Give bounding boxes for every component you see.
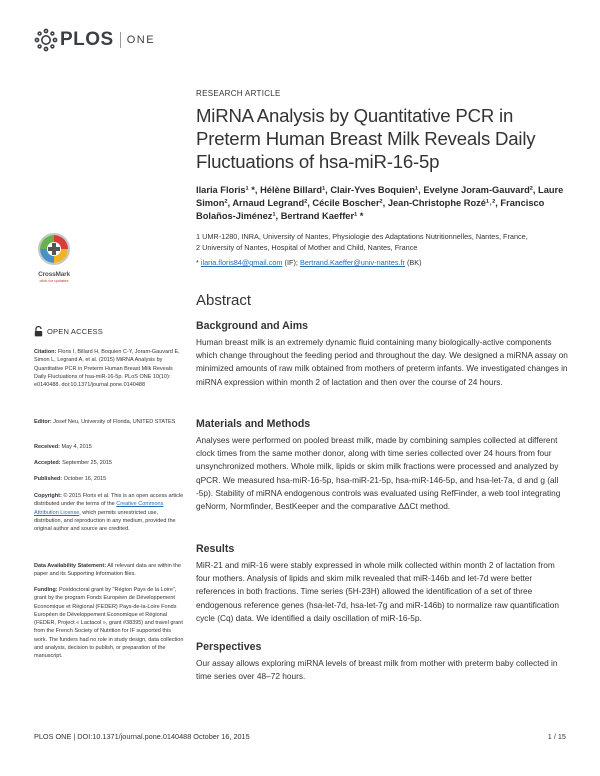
crossmark-label: CrossMark: [38, 271, 70, 278]
affiliation-item: 2 University of Nantes, Hospital of Mother and Child, Nantes, France: [196, 243, 418, 252]
copyright-text: © 2015 Floris et al. This is an open access article distributed under the terms of the: [34, 493, 184, 508]
corr-suffix: (BK): [404, 258, 422, 267]
published-text: October 16, 2015: [62, 476, 107, 482]
funding-block: [34, 586, 184, 661]
received-text: May 4, 2015: [60, 444, 92, 450]
accepted-label: Accepted:: [34, 460, 61, 466]
editor-block: [34, 418, 184, 426]
footer-citation: PLOS ONE | DOI:10.1371/journal.pone.0140488 October 16, 2015: [34, 732, 250, 741]
citation-block: [34, 348, 184, 389]
open-access-badge: [34, 326, 103, 337]
footer-page-number: 1 / 15: [547, 732, 566, 741]
section-text-results: MiR-21 and miR-16 were stably expressed in whole milk collected within month 2 of lactation from four mothers. Analysis of lipids and skim milk revealed that miR-146b and let-7d were better references in both fractions. Time series (5H-23H) allowed the identification of a set of three endogenous reference genes (hsa-let-7d, hsa-let-7g and miR-146b) to normalize raw quantification cycle (Cq) data. We identified a daily oscillation of miR-16-5p.: [196, 560, 559, 623]
plos-sun-icon: [34, 28, 58, 52]
section-text-background: Human breast milk is an extremely dynamic fluid containing many biologically-active components which change throughout the feeding period and throughout the day. We designed a miRNA assay on minimized amounts of raw milk obtained from mothers of preterm infants. We investigated changes in miRNA expression within month 2 of lactation and then over the course of 24 hours.: [196, 337, 568, 387]
accepted-text: September 25, 2015: [60, 460, 112, 466]
open-access-label: OPEN ACCESS: [47, 327, 103, 336]
crossmark-icon: [37, 232, 71, 266]
crossmark-sublabel: click for updates: [39, 278, 69, 283]
copyright-text-end: , which permits unrestricted use, distribution, and reproduction in any medium, provided the original author and source are credited.: [34, 509, 176, 533]
funding-label: Funding:: [34, 587, 58, 593]
corr-email-link[interactable]: Bertrand.Kaeffer@univ-nantes.fr: [299, 258, 405, 267]
data-availability-label: Data Availability Statement:: [34, 563, 107, 569]
logo-one-text: ONE: [126, 34, 156, 46]
section-text-perspectives: Our assay allows exploring miRNA levels of breast milk from mother with preterm baby collected in time series over 48–72 hours.: [196, 658, 558, 682]
data-availability-block: [34, 562, 184, 579]
corr-email-link[interactable]: ilaria.floris84@gmail.com: [200, 258, 283, 267]
article-title: MiRNA Analysis by Quantitative PCR in Preterm Human Breast Milk Reveals Daily Fluctuations of hsa-miR-16-5p: [196, 105, 536, 172]
author-list: Ilaria Floris¹ *, Hélène Billard¹, Clair-Yves Boquien¹, Evelyne Joram-Gauvard², Laure Simon², Arnaud Legrand², Cécile Boscher², Jean-Christophe Rozé¹˒², Francisco Bolaños-Jiménez¹, Bertrand Kaeffer¹ *: [196, 185, 564, 221]
logo-plos-text: PLOS: [60, 29, 114, 50]
corr-prefix: *: [196, 258, 201, 267]
section-text-methods: Analyses were performed on pooled breast milk, made by combining samples collected at different clock times from the same mother donor, along with time series collected over 24 hours from four unsynchronized mothers. Whole milk, lipids or skim milk fractions were processed and analyzed by qPCR. We measured hsa-miR-16-5p, hsa-miR-21-5p, hsa-miR-146-5p, and hsa-let-7a, d and g (all -5p). Stability of miRNA endogenous controls was evaluated using RefFinder, a web tool integrating geNorm, Normfinder, BestKeeper and the comparative ΔΔCt method.: [196, 435, 561, 512]
accepted-block: [34, 459, 184, 467]
section-heading-methods: Materials and Methods: [196, 418, 311, 430]
published-block: [34, 475, 184, 483]
crossmark-badge[interactable]: [36, 232, 72, 283]
received-label: Received:: [34, 444, 60, 450]
article-type-label: RESEARCH ARTICLE: [196, 89, 281, 98]
corresponding-authors: [196, 258, 568, 267]
license-link[interactable]: Creative Commons Attribution License: [34, 501, 164, 516]
abstract-heading: Abstract: [196, 292, 252, 309]
editor-label: Editor:: [34, 419, 52, 425]
corr-mid: (IF);: [282, 258, 300, 267]
affiliation-list: [196, 231, 568, 253]
funding-text: Postdoctoral grant by "Région Pays de la Loire", grant by the program Fonds Européen de Développement Economique et Régional (FEDER) Pays-de-la-Loire Fonds Européen de Développement Economique et Régional (FEDER, Project « Lactacol », grant #38395) and travel grant from the French Society of Nutrition for IF supported this work. The funders had no role in study design, data collection and analysis, decision to publish, or preparation of the manuscript.: [34, 587, 184, 660]
affiliation-item: 1 UMR-1280, INRA, University of Nantes, Physiologie des Adaptations Nutritionnelles, Nantes, France,: [196, 232, 528, 241]
citation-text: Floris I, Billard H, Boquien C-Y, Joram-Gauvard E, Simon L, Legrand A, et al. (2015) MiRNA Analysis by Quantitative PCR in Preterm Human Breast Milk Reveals Daily Fluctuations of hsa-miR-16-5p. PLoS ONE 10(10): e0140488. doi:10.1371/journal.pone.0140488: [34, 349, 180, 389]
logo-divider: [120, 32, 121, 48]
published-label: Published:: [34, 476, 63, 482]
plos-one-logo[interactable]: [34, 28, 155, 52]
section-heading-perspectives: Perspectives: [196, 641, 262, 653]
editor-text: Josef Neu, University of Florida, UNITED STATES: [51, 419, 176, 425]
section-heading-results: Results: [196, 543, 235, 555]
copyright-label: Copyright:: [34, 493, 62, 499]
data-availability-text: All relevant data are within the paper and its Supporting Information files.: [34, 563, 181, 578]
received-block: [34, 443, 184, 451]
open-lock-icon: [34, 326, 43, 337]
copyright-block: [34, 492, 184, 533]
citation-label: Citation:: [34, 349, 57, 355]
section-heading-background: Background and Aims: [196, 320, 309, 332]
